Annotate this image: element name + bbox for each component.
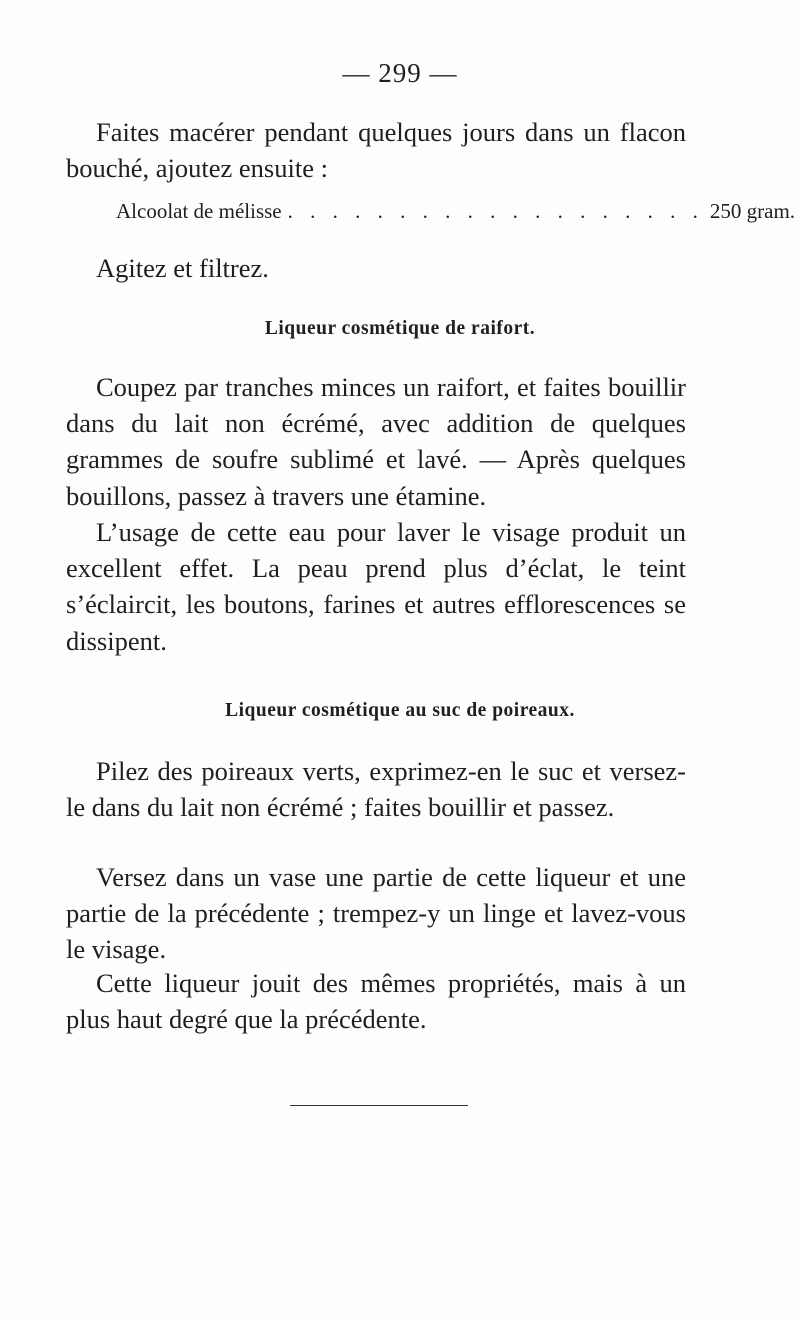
intro-paragraph: Faites macérer pendant quelques jours dans un flacon bouché, ajoutez ensuite : — [66, 117, 686, 184]
section-heading-raifort: Liqueur cosmétique de raifort. — [264, 318, 536, 339]
raifort-paragraph-2: L’usage de cette eau pour laver le visage produit un excellent effet. La peau prend plus d’éclat, le teint s’éclaircit, les boutons, farines et autres efflorescences se dissipent. — [66, 517, 686, 656]
ingredient-line — [116, 199, 796, 224]
poireaux-paragraph-1: Pilez des poireaux verts, exprimez-en le suc et versez-le dans du lait non écrémé ; faites bouillir et passez. — [66, 756, 686, 823]
poireaux-paragraph-3: Cette liqueur jouit des mêmes propriétés, mais à un plus haut degré que la précédente. — [66, 968, 686, 1035]
leader-dots: . . . . . . . . . . . . . . . . . . . — [287, 199, 704, 223]
instruction-paragraph: Agitez et filtrez. — [96, 253, 269, 283]
section-heading-poireaux: Liqueur cosmétique au suc de poireaux. — [225, 700, 575, 721]
ingredient-quantity: 250 gram. — [709, 199, 796, 223]
poireaux-paragraph-2: Versez dans un vase une partie de cette liqueur et une partie de la précédente ; trempez-y un linge et lavez-vous le visage. — [66, 862, 686, 965]
raifort-paragraph-1: Coupez par tranches minces un raifort, et faites bouillir dans du lait non écrémé, avec addition de quelques grammes de soufre sublimé et lavé. — Après quelques bouillons, passez à travers une étamine. — [66, 372, 686, 511]
page-number: — 299 — — [342, 58, 458, 88]
end-rule — [290, 1105, 468, 1106]
ingredient-name: Alcoolat de mélisse — [116, 199, 282, 223]
